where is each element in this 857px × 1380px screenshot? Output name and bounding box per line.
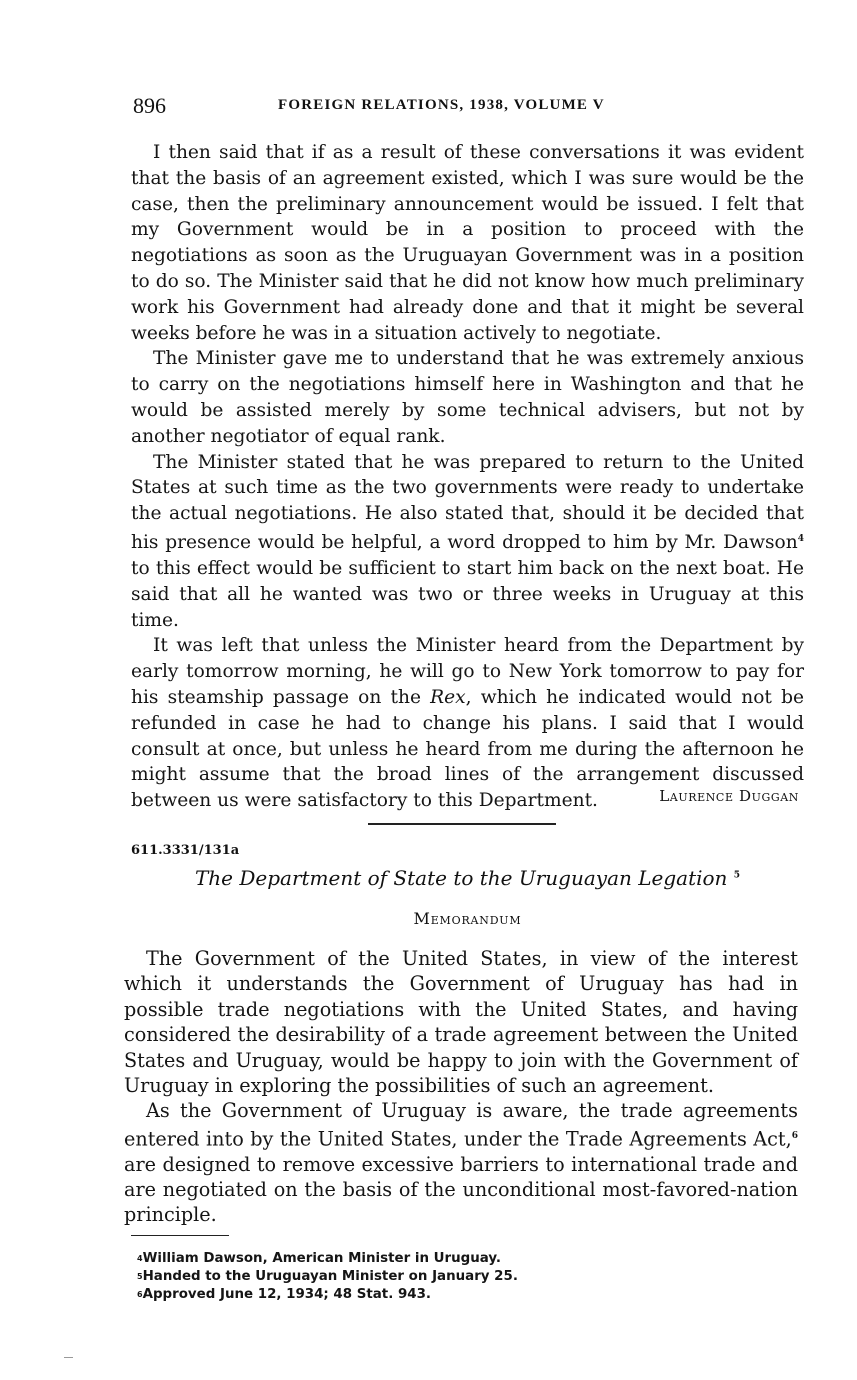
footnote-reference: 4 [797, 533, 804, 544]
paragraph-text: As the Government of Uruguay is aware, the trade agreements entered into by the United States, under the Trade Agreements Act, [124, 1099, 798, 1151]
paragraph: I then said that if as a result of these conversations it was evident that the basis of an agreement existed, which I was sure would be the case, then the preliminary announcement would be issued. I felt that my Government would be in a position to proceed with the negotiations as soon as the Uruguayan Government was in a position to do so. The Minister said that he did not know how much preliminary work his Government had already done and that it might be several weeks before he was in a situation actively to negotiate. [131, 142, 804, 344]
paragraph-text: to this effect would be sufficient to start him back on the next boat. He said that all he wanted was two or three weeks in Uruguay at this time. [131, 557, 804, 631]
document-title-text: The Department of State to the Uruguayan Legation [194, 866, 728, 890]
paragraph [131, 450, 804, 634]
footnote-text: Approved June 12, 1934; 48 Stat. 943. [142, 1287, 431, 1302]
signature: Laurence Duggan [659, 787, 799, 805]
footnote-text: Handed to the Uruguayan Minister on January 25. [142, 1269, 518, 1284]
second-document-body [124, 946, 798, 1228]
footnotes [137, 1250, 518, 1304]
footnote-mark: 6 [137, 1290, 143, 1299]
memorandum-heading: Memorandum [413, 909, 522, 928]
paragraph [124, 1098, 798, 1227]
ship-name: Rex [430, 686, 466, 708]
footnote [137, 1286, 518, 1304]
paragraph-text: It was left that unless the Minister heard from the Department by early tomorrow morning, he will go to New York tomorrow to pay for his steamship passage on the [131, 635, 804, 708]
footnote-mark: 5 [137, 1272, 143, 1281]
running-head-title: FOREIGN RELATIONS, 1938, VOLUME V [278, 97, 605, 113]
paragraph: The Government of the United States, in view of the interest which it understands the Government of Uruguay has had in possible trade negotiations with the United States, and having considered the desirability of a trade agreement between the United States and Uruguay, would be happy to join with the Government of Uruguay in exploring the possibilities of such an agreement. [124, 947, 798, 1098]
footnote [137, 1250, 518, 1268]
document-separator [368, 823, 556, 825]
paragraph-text: The Minister stated that he was prepared to return to the United States at such time as the two governments were ready to undertake the actual negotiations. He also stated that, should it be decided that his presence would be helpful, a word dropped to him by Mr. Dawson [131, 451, 804, 554]
footnote-rule [131, 1235, 229, 1236]
footnote-text: William Dawson, American Minister in Uruguay. [142, 1251, 501, 1266]
paragraph-text: are designed to remove excessive barriers to international trade and are negotiated on the basis of the unconditional most-favored-nation principle. [124, 1152, 798, 1227]
paragraph-text: , which he indicated would not be refunded in case he had to change his plans. I said that I would consult at once, but unless he heard from me during the afternoon he might assume that the broad lines of the arrangement discussed between us were satisfactory to this Department. [131, 686, 804, 812]
footnote-reference: 6 [791, 1130, 798, 1141]
document-title [131, 866, 804, 890]
footnote-mark: 4 [137, 1254, 143, 1263]
page-number: 896 [133, 93, 166, 118]
first-document-body [131, 140, 804, 814]
running-head [133, 93, 803, 123]
paragraph: The Minister gave me to understand that he was extremely anxious to carry on the negotiations himself here in Washington and that he would be assisted merely by some technical advisers, but not by another negotiator of equal rank. [131, 348, 804, 447]
file-number: 611.3331/131a [131, 843, 240, 858]
footnote [137, 1268, 518, 1286]
footnote-reference: 5 [733, 870, 741, 881]
scan-mark [64, 1357, 73, 1358]
